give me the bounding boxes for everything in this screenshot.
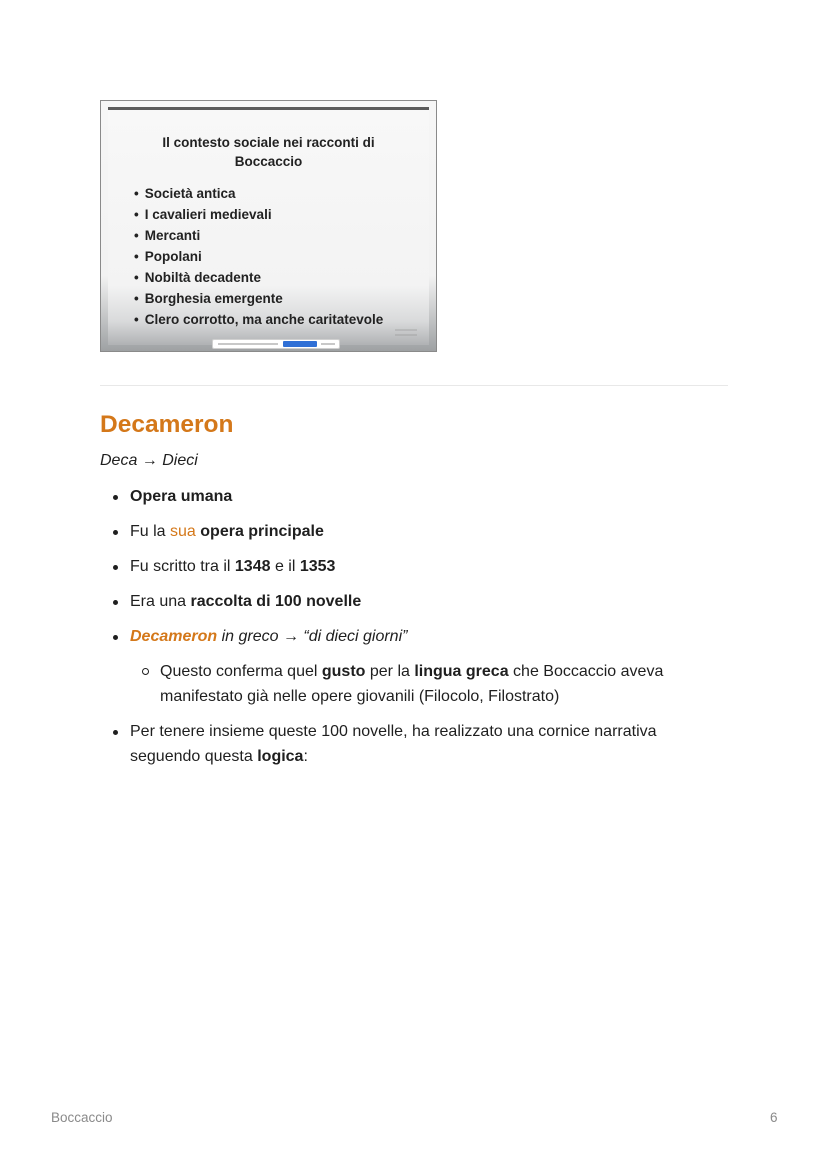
bullet-dot	[113, 530, 118, 535]
bullet-text: Fu scritto tra il	[130, 558, 235, 575]
list-item	[100, 719, 728, 769]
sub-line	[160, 659, 728, 684]
bullet-text: in greco → “di dieci giorni”	[217, 628, 408, 645]
slide-list-item: • Borghesia emergente	[134, 288, 383, 309]
slide-list-item: • Mercanti	[134, 225, 383, 246]
section-title: Decameron	[100, 411, 234, 438]
slide-top-border	[108, 107, 429, 110]
slide-title: Il contesto sociale nei racconti di Boccaccio	[162, 135, 375, 169]
bullet-text: Era una	[130, 593, 191, 610]
watermark	[395, 329, 417, 339]
bold-text: logica	[257, 748, 304, 765]
bold-text: lingua greca	[414, 663, 509, 680]
bullet-text: e il	[270, 558, 300, 575]
slide-list-item: • Nobiltà decadente	[134, 267, 383, 288]
bullet-dot	[113, 730, 118, 735]
bullet-text: che Boccaccio aveva	[508, 663, 664, 680]
bold-text: gusto	[321, 663, 366, 680]
highlight-text: sua	[170, 523, 196, 540]
bold-text: raccolta di 100 novelle	[190, 593, 362, 610]
bold-text: 1353	[299, 558, 336, 575]
slide-list-item: • Società antica	[134, 183, 383, 204]
bullet-dot	[113, 635, 118, 640]
slide-player-controls	[212, 339, 340, 349]
highlight-text: Decameron	[130, 628, 218, 645]
bullet-text: Questo conferma quel	[160, 663, 322, 680]
bullet-text: Fu la	[130, 523, 171, 540]
slide-list-item: • Clero corrotto, ma anche caritatevole	[134, 309, 383, 330]
bullet-text: :	[303, 748, 308, 765]
slide-control-text	[321, 343, 335, 345]
bullet-dot	[113, 495, 118, 500]
slide-list-item: • Popolani	[134, 246, 383, 267]
bullet-line: Per tenere insieme queste 100 novelle, ha realizzato una cornice narrativa	[130, 723, 657, 740]
slide-frame	[108, 107, 429, 345]
bullet-dot	[113, 600, 118, 605]
slide-image	[100, 100, 437, 352]
bullet-circle	[142, 668, 149, 675]
list-item	[100, 554, 728, 579]
bullet-dot	[113, 565, 118, 570]
list-item	[100, 589, 728, 614]
bullet-line	[130, 744, 728, 769]
page-number: 6	[770, 1110, 778, 1125]
bullet-list	[100, 484, 728, 769]
bold-text: 1348	[234, 558, 271, 575]
bullet-text: seguendo questa	[130, 748, 258, 765]
divider	[100, 385, 728, 386]
slide-control-button	[283, 341, 317, 347]
list-item	[100, 624, 728, 649]
sub-line: manifestato già nelle opere giovanili (Filocolo, Filostrato)	[160, 688, 560, 705]
list-item	[100, 484, 728, 509]
list-item	[100, 519, 728, 544]
slide-control-text	[218, 343, 278, 345]
footer-title: Boccaccio	[51, 1110, 113, 1125]
bullet-text: per la	[365, 663, 415, 680]
slide-list	[134, 183, 383, 330]
bullet-text: Opera umana	[130, 488, 233, 505]
section-subtitle: Deca → Dieci	[100, 452, 198, 469]
slide-list-item: • I cavalieri medievali	[134, 204, 383, 225]
sub-list-item	[100, 659, 728, 709]
bold-text: opera principale	[200, 523, 324, 540]
